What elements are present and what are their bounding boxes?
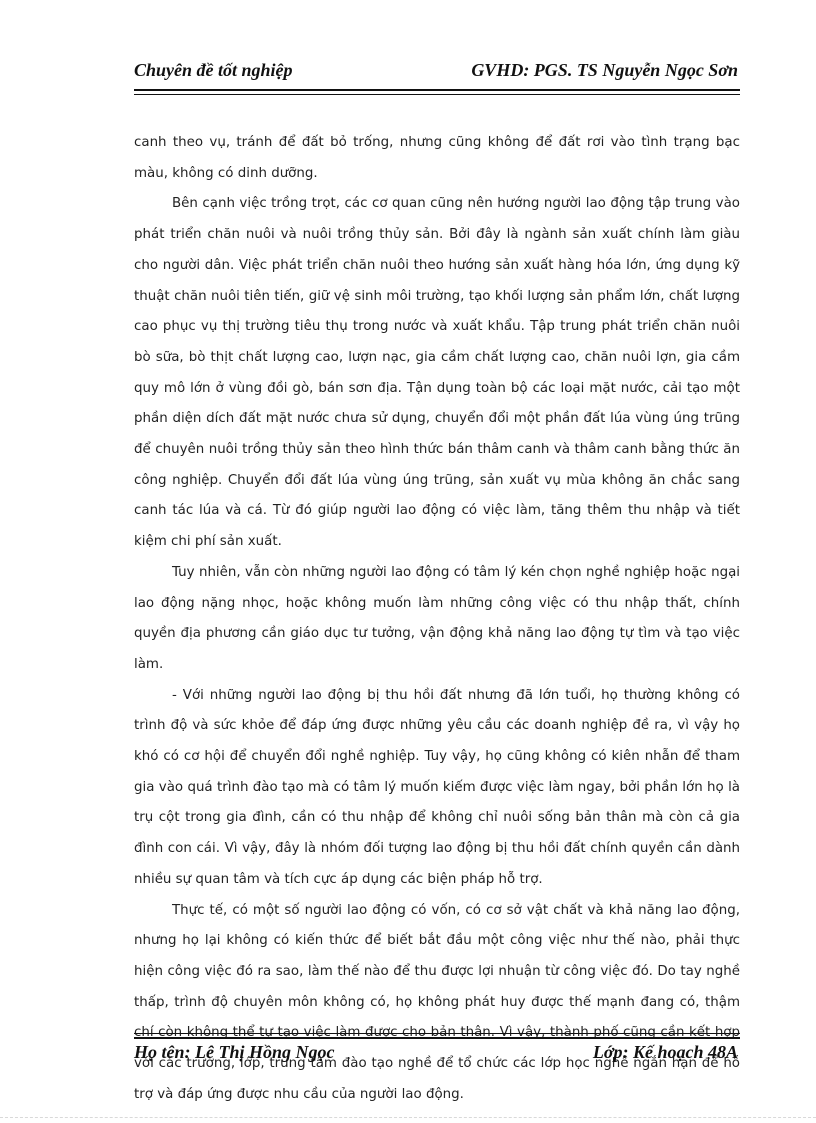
header-document-type: Chuyên đề tốt nghiệp [134,60,293,80]
footer-class: Lớp: Kế hoạch 48A [592,1042,738,1062]
paragraph-livestock: Bên cạnh việc trồng trọt, các cơ quan cũng nên hướng người lao động tập trung vào phát triển chăn nuôi và nuôi trồng thủy sản. Bởi đây là ngành sản xuất chính làm giàu cho người dân. Việc phát triển chăn nuôi theo hướng sản xuất hàng hóa lớn, ứng dụng kỹ thuật chăn nuôi tiên tiến, giữ vệ sinh môi trường, tạo khối lượng sản phẩm lớn, chất lượng cao phục vụ thị trường tiêu thụ trong nước và xuất khẩu. Tập trung phát triển chăn nuôi bò sữa, bò thịt chất lượng cao, lượn nạc, gia cầm chất lượng cao, chăn nuôi lợn, gia cầm quy mô lớn ở vùng đồi gò, bán sơn địa. Tận dụng toàn bộ các loại mặt nước, cải tạo một phần diện dích đất mặt nước chưa sử dụng, chuyển đổi một phần đất lúa vùng úng trũng để chuyên nuôi trồng thủy sản theo hình thức bán thâm canh và thâm canh bằng thức ăn công nghiệp. Chuyển đổi đất lúa vùng úng trũng, sản xuất vụ mùa không ăn chắc sang canh tác lúa và cá. Từ đó giúp người lao động có việc làm, tăng thêm thu nhập và tiết kiệm chi phí sản xuất. [134,196,740,550]
footer-rule-thin [134,1033,740,1034]
paragraph-older-workers: - Với những người lao động bị thu hồi đất nhưng đã lớn tuổi, họ thường không có trình độ và sức khỏe để đáp ứng được những yêu cầu các doanh nghiệp đề ra, vì vậy họ khó có cơ hội để chuyển đổi nghề nghiệp. Tuy vậy, họ cũng không có kiên nhẫn để tham gia vào quá trình đào tạo mà có tâm lý muốn kiếm được việc làm ngay, bởi phần lớn họ là trụ cột trong gia đình, cần có thu nhập để không chỉ nuôi sống bản thân mà còn cả gia đình con cái. Vì vậy, đây là nhóm đối tượng lao động bị thu hồi đất chính quyền cần dành nhiều sự quan tâm và tích cực áp dụng các biện pháp hỗ trợ. [134,687,740,887]
paragraph-career-choice: Tuy nhiên, vẫn còn những người lao động có tâm lý kén chọn nghề nghiệp hoặc ngại lao động nặng nhọc, hoặc không muốn làm những công việc có thu nhập thất, chính quyền địa phương cần giáo dục tư tưởng, vận động khả năng lao động tự tìm và tạo việc làm. [134,564,740,672]
page-footer [134,1040,740,1070]
page-header [134,58,740,88]
footer-rule-thick [134,1037,740,1039]
body-text [134,128,740,1111]
header-rule-thick [134,89,740,91]
header-supervisor: GVHD: PGS. TS Nguyễn Ngọc Sơn [471,60,738,80]
page-boundary [0,1117,816,1118]
paragraph-continuation: canh theo vụ, tránh để đất bỏ trống, nhưng cũng không để đất rơi vào tình trạng bạc màu, không có dinh dưỡng. [134,135,740,181]
paragraph-vocational-training: Thực tế, có một số người lao động có vốn, có cơ sở vật chất và khả năng lao động, nhưng họ lại không có kiến thức để biết bắt đầu một công việc như thế nào, phải thực hiện công việc đó ra sao, làm thế nào để thu được lợi nhuận từ công việc đó. Do tay nghề thấp, trình độ chuyên môn không có, họ không phát huy được thế mạnh đang có, thậm chí còn không thể tự tạo việc làm được cho bản thân. Vì vậy, thành phố cũng cần kết hợp với các trường, lớp, trung tâm đào tạo nghề để tổ chức các lớp học nghề ngắn hạn để hỗ trợ và đáp ứng được nhu cầu của người lao động. [134,902,740,1102]
footer-author: Họ tên: Lê Thị Hồng Ngọc [134,1042,335,1062]
header-rule-thin [134,94,740,95]
